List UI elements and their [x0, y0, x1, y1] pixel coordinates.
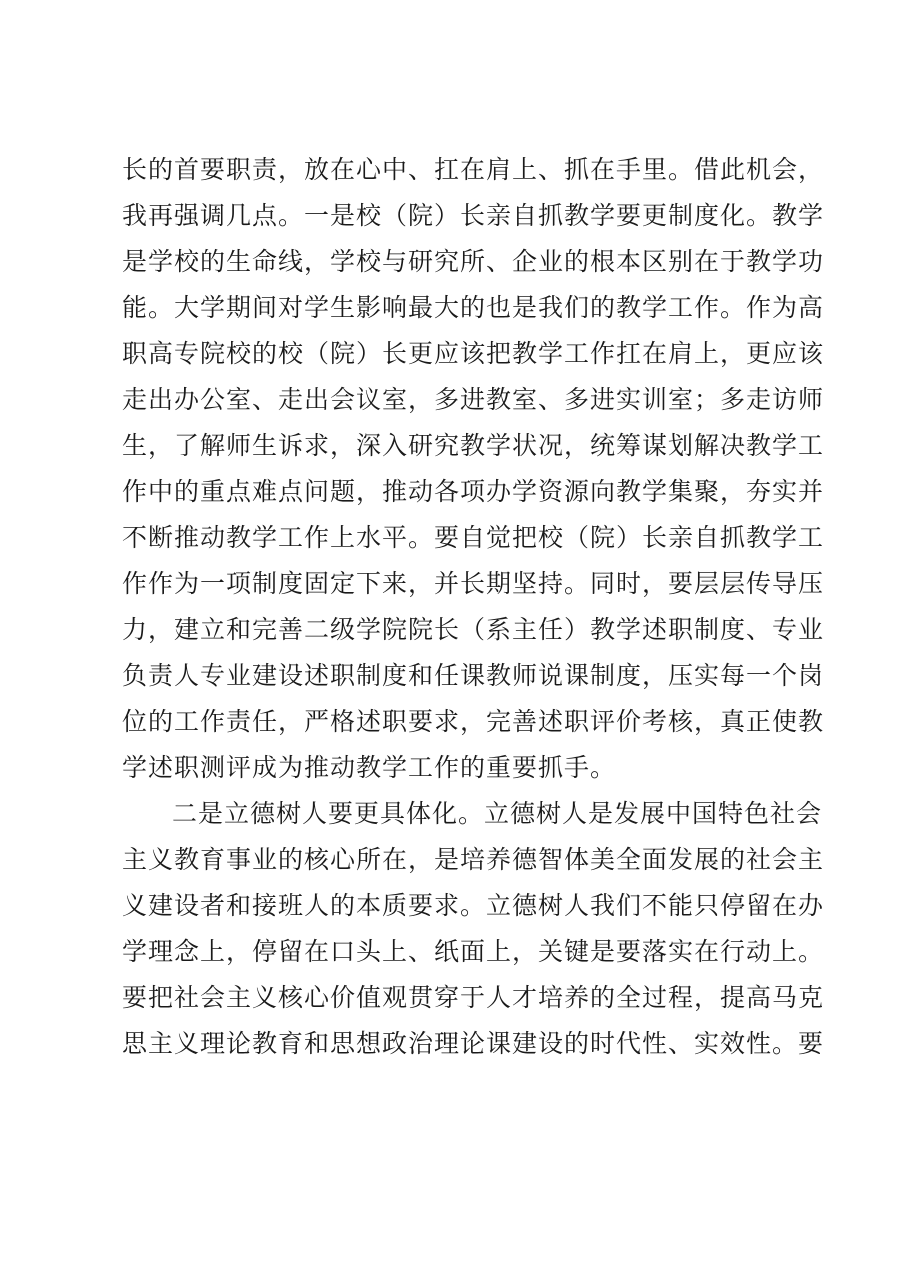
text-line: 不断推动教学工作上水平。要自觉把校（院）长亲自抓教学工 — [122, 523, 825, 552]
text-line: 学述职测评成为推动教学工作的重要抓手。 — [122, 753, 617, 782]
text-line: 要把社会主义核心价值观贯穿于人才培养的全过程，提高马克 — [122, 983, 825, 1012]
text-line: 职高专院校的校（院）长更应该把教学工作扛在肩上，更应该 — [122, 339, 825, 368]
paragraph-first-line: 二是立德树人要更具体化。立德树人是发展中国特色社会 — [172, 799, 823, 828]
text-line: 走出办公室、走出会议室，多进教室、多进实训室；多走访师 — [122, 385, 825, 414]
text-line: 力，建立和完善二级学院院长（系主任）教学述职制度、专业 — [122, 615, 825, 644]
text-line: 作作为一项制度固定下来，并长期坚持。同时，要层层传导压 — [122, 569, 825, 598]
text-line: 思主义理论教育和思想政治理论课建设的时代性、实效性。要 — [122, 1029, 825, 1058]
text-line: 作中的重点难点问题，推动各项办学资源向教学集聚，夯实并 — [122, 477, 825, 506]
text-line: 我再强调几点。一是校（院）长亲自抓教学要更制度化。教学 — [122, 201, 825, 230]
body-text — [122, 147, 825, 1067]
text-line: 位的工作责任，严格述职要求，完善述职评价考核，真正使教 — [122, 707, 825, 736]
text-line: 长的首要职责，放在心中、扛在肩上、抓在手里。借此机会， — [122, 155, 825, 184]
text-line: 学理念上，停留在口头上、纸面上，关键是要落实在行动上。 — [122, 937, 825, 966]
text-line: 能。大学期间对学生影响最大的也是我们的教学工作。作为高 — [122, 293, 825, 322]
text-line: 义建设者和接班人的本质要求。立德树人我们不能只停留在办 — [122, 891, 825, 920]
text-line: 主义教育事业的核心所在，是培养德智体美全面发展的社会主 — [122, 845, 825, 874]
text-line: 生，了解师生诉求，深入研究教学状况，统筹谋划解决教学工 — [122, 431, 825, 460]
text-line: 是学校的生命线，学校与研究所、企业的根本区别在于教学功 — [122, 247, 825, 276]
text-line: 负责人专业建设述职制度和任课教师说课制度，压实每一个岗 — [122, 661, 825, 690]
